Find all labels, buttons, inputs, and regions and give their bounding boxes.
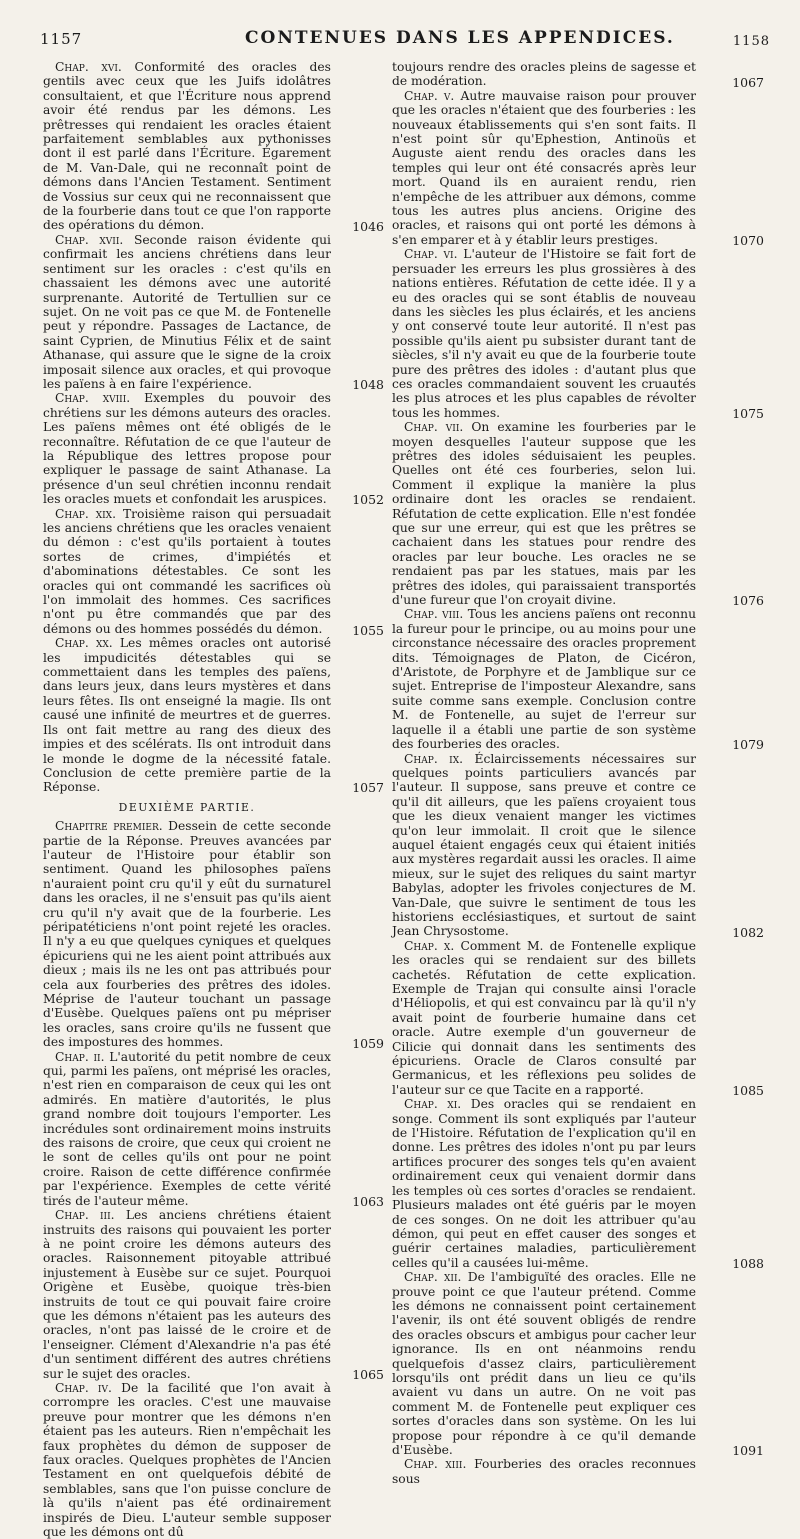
chapter-heading: Chap. xvi. [55,60,122,74]
toc-entry [392,607,696,751]
left-column [43,60,331,1539]
toc-entry [43,233,331,391]
right-page-number: 1158 [732,34,770,49]
toc-entry [43,391,331,506]
toc-entry [43,1050,331,1208]
toc-entry [392,939,696,1097]
left-page-number: 1157 [40,30,83,48]
chapter-summary: Troisième raison qui persuadait les anciens chrétiens que les oracles venaient du démon : c'est qu'ils portaient à toutes sortes de crimes, d'impiétés et d'abominations détestables. Ce sont les oracles qui ont commandé les sacrifices où l'on immolait des hommes. Ces sacrifices n'ont pu être commandés que par des démons ou des hommes possédés du démon. [43,506,331,636]
chapter-heading: Chap. vi. [404,247,458,262]
chapter-heading: Chap. xi. [404,1097,462,1112]
chapter-heading: Chap. xx. [55,636,113,651]
running-header [40,28,770,54]
chapter-heading: Chap. ix. [404,751,464,766]
page-reference: 1091 [732,1442,764,1458]
chapter-heading: Chap. xii. [404,1270,462,1285]
toc-entry [392,420,696,607]
chapter-heading: Chap. iii. [55,1208,115,1223]
toc-entry [43,507,331,637]
right-column [392,60,696,1486]
chapter-summary: Les anciens chrétiens étaient instruits des raisons qui pouvaient les porter à ne point croire les démons auteurs des oracles. Raisonnement pitoyable attribué injustement à Eusèbe sur ce sujet. Pourquoi Origène et Eusèbe, quoique très-bien instruits de tout ce qui pouvait faire croire que les démons n'étaient pas les auteurs des oracles, n'ont pas laissé de le croire et de l'enseigner. Clément d'Alexandrie n'a pas été d'un sentiment différent des autres chrétiens sur le sujet des oracles. [43,1208,331,1381]
chapter-summary: Dessein de cette seconde partie de la Réponse. Preuves avancées par l'auteur de l'Histoire pour établir son sentiment. Quand les philosophes païens n'auraient point cru qu'il y eût du surnaturel dans les oracles, il ne s'ensuit pas qu'ils aient cru qu'il n'y avait que de la fourberie. Les péripatéticiens n'ont point rejeté les oracles. Il n'y a eu que quelques cyniques et quelques épicuriens qui ne les aient point attribués aux dieux ; mais ils ne les ont pas attribués pour cela aux fourberies des prêtres des idoles. Méprise de l'auteur touchant un passage d'Eusèbe. Quelques païens ont pu mépriser les oracles, sans croire qu'ils ne fussent que des impostures des hommes. [43,819,331,1050]
page-reference: 1055 [352,622,384,638]
chapter-heading: Chap. xix. [55,506,116,521]
chapter-summary: Tous les anciens païens ont reconnu la fureur pour le principe, ou au moins pour une circonstance nécessaire des oracles proprement dits. Témoignages de Platon, de Cicéron, d'Aristote, de Porphyre et de Jamblique sur ce sujet. Entreprise de l'imposteur Alexandre, sans suite comme sans exemple. Conclusion contre M. de Fontenelle, au sujet de l'erreur sur laquelle il a établi une partie de son système des fourberies des oracles. [392,607,696,752]
chapter-summary: Des oracles qui se rendaient en songe. Comment ils sont expliqués par l'auteur de l'Histoire. Réfutation de l'explication qu'il en donne. Les prêtres des idoles n'ont pu par leurs artifices procurer des songes tels qu'en avaient ordinairement ceux qui venaient dormir dans les temples où ces sortes d'oracles se rendaient. Plusieurs malades ont été guéris par le moyen de ces songes. On ne doit les attribuer qu'au démon, qui peut en effet causer des songes et guérir certaines maladies, particulièrement celles qu'il a causées lui-même. [392,1097,696,1270]
toc-entry [392,1097,696,1270]
page-reference: 1088 [732,1255,764,1271]
chapter-heading: Chap. xvii. [55,232,124,247]
chapter-summary: Conformité des oracles des gentils avec ceux que les Juifs idolâtres consultaient, et que l'Écriture nous apprend avoir été rendus par les démons. Les prêtresses qui rendaient les oracles étaient parfaitement semblables aux pythonisses dont il est parlé dans l'Écriture. Égarement de M. Van-Dale, qui ne reconnaît point de démons dans l'Ancien Testament. Sentiment de Vossius sur ceux qui ne reconnaissent que de la fourberie dans tout ce que l'on rapporte des opérations du démon. [43,60,331,233]
toc-entry [392,1270,696,1457]
toc-entry [392,60,696,89]
chapter-summary: Comment M. de Fontenelle explique les oracles qui se rendaient sur des billets cachetés. Réfutation de cette explication. Exemple de Trajan qui consulte ainsi l'oracle d'Héliopolis, et qui est convaincu par là qu'il n'y avait point de fourberie humaine dans cet oracle. Autre exemple d'un gouverneur de Cilicie qui donnait dans les sentiments des épicuriens. Oracle de Claros consulté par Germanicus, et les réflexions peu solides de l'auteur sur ce que Tacite en a rapporté. [392,938,696,1097]
chapter-summary: L'autorité du petit nombre de ceux qui, parmi les païens, ont méprisé les oracles, n'est rien en comparaison de ceux qui les ont admirés. En matière d'autorités, le plus grand nombre doit toujours l'emporter. Les incrédules sont ordinairement moins instruits des raisons de croire, que ceux qui croient ne le sont de celles qu'ils ont pour ne point croire. Raison de cette différence confirmée par l'expérience. Exemples de cette vérité tirés de l'auteur même. [43,1049,331,1208]
chapter-heading: Chap. iv. [55,1380,112,1395]
page-reference: 1063 [352,1193,384,1209]
chapter-heading: Chap. x. [404,938,455,953]
page-reference: 1065 [352,1366,384,1382]
chapter-summary: On examine les fourberies par le moyen desquelles l'auteur suppose que les prêtres des idoles séduisaient les peuples. Quelles ont été ces fourberies, selon lui. Comment il explique la manière la plus ordinaire dont les oracles se rendaient. Réfutation de cette explication. Elle n'est fondée que sur une erreur, qui est que les prêtres se cachaient dans les statues pour rendre des oracles par leur bouche. Les oracles ne se rendaient pas par les statues, mais par les prêtres des idoles, qui paraissaient transportés d'une fureur que l'on croyait divine. [392,420,696,608]
chapter-summary: Autre mauvaise raison pour prouver que les oracles n'étaient que des fourberies : les nouveaux établissements qui s'en sont faits. Il n'est point sûr qu'Ephestion, Antinoüs et Auguste aient rendu des oracles dans les temples qui leur ont été consacrés après leur mort. Quand ils en auraient rendu, rien n'empêche de les attribuer aux démons, comme tous les autres plus anciens. Origine des oracles, et raisons qui ont porté les démons à s'en emparer et à y établir leurs prestiges. [392,88,696,247]
page-reference: 1052 [352,491,384,507]
chapter-heading: Chapitre premier. [55,819,163,834]
chapter-summary: Fourberies des oracles reconnues sous [392,1457,696,1486]
chapter-summary: L'auteur de l'Histoire se fait fort de persuader les erreurs les plus grossières à des nations entières. Réfutation de cette idée. Il y a eu des oracles qui se sont établis de nouveau dans les siècles les plus éclairés, et les anciens y ont conservé toute leur autorité. Il n'est pas possible qu'ils aient pu subsister durant tant de siècles, s'il n'y avait eu que de la fourberie toute pure des prêtres des idoles : d'autant plus que ces oracles commandaient souvent les cruautés les plus atroces et les plus capables de révolter tous les hommes. [392,247,696,420]
chapter-heading: Chap. xviii. [55,391,131,406]
page-reference: 1075 [732,405,764,421]
chapter-heading: Chap. xiii. [404,1457,467,1472]
page-reference: 1067 [732,74,764,90]
chapter-summary: Éclaircissements nécessaires sur quelques points particuliers avancés par l'auteur. Il suppose, sans preuve et contre ce qu'il dit ailleurs, que les païens croyaient tous que les dieux venaient manger les victimes qu'on leur immolait. Il croit que le silence auquel étaient engagés ceux qui étaient initiés aux mystères regardait aussi les oracles. Il aime mieux, sur le sujet des reliques du saint martyr Babylas, adopter les frivoles conjectures de M. Van-Dale, que suivre le sentiment de tous les historiens ecclésiastiques, et surtout de saint Jean Chrysostome. [392,751,696,939]
toc-entry [43,636,331,794]
page-reference: 1046 [352,218,384,234]
chapter-summary: Exemples du pouvoir des chrétiens sur les démons auteurs des oracles. Les païens mêmes ont été obligés de le reconnaître. Réfutation de ce que l'auteur de la République des lettres propose pour expliquer le passage de saint Athanase. La présence d'un seul chrétien inconnu rendait les oracles muets et confondait les aruspices. [43,391,331,507]
chapter-summary: De la facilité que l'on avait à corrompre les oracles. C'est une mauvaise preuve pour montrer que les démons n'en étaient pas les auteurs. Rien n'empêchait les faux prophètes du démon de supposer de faux oracles. Quelques prophètes de l'Ancien Testament en ont quelquefois débité de semblables, sans que l'on puisse conclure de là qu'ils n'aient pas été ordinairement inspirés de Dieu. L'auteur semble supposer que les démons ont dû [43,1380,331,1539]
page-reference: 1085 [732,1082,764,1098]
page-reference: 1048 [352,376,384,392]
page-reference: 1076 [732,592,764,608]
chapter-heading: Chap. vii. [404,420,464,435]
page-reference: 1082 [732,924,764,940]
toc-entry [43,819,331,1050]
toc-entry [392,1457,696,1486]
chapter-summary: toujours rendre des oracles pleins de sagesse et de modération. [392,60,696,89]
section-title: DEUXIÈME PARTIE. [118,800,256,814]
chapter-heading: Chap. viii. [404,607,464,622]
page-reference: 1059 [352,1035,384,1051]
page-reference: 1079 [732,736,764,752]
page-reference: 1070 [732,232,764,248]
toc-entry [43,1208,331,1381]
chapter-summary: Seconde raison évidente qui confirmait les anciens chrétiens dans leur sentiment sur les oracles : c'est qu'ils en chassaient les démons avec une autorité surprenante. Autorité de Tertullien sur ce sujet. On ne voit pas ce que M. de Fontenelle peut y répondre. Passages de Lactance, de saint Cyprien, de Minutius Félix et de saint Athanase, qui assure que le signe de la croix imposait silence aux oracles, et qui provoque les païens à en faire l'expérience. [43,232,331,391]
toc-entry [392,247,696,420]
toc-entry [43,1381,331,1539]
toc-entry [43,60,331,233]
chapter-summary: De l'ambiguïté des oracles. Elle ne prouve point ce que l'auteur prétend. Comme les démons ne connaissent point certainement l'avenir, ils ont été souvent obligés de rendre des oracles obscurs et ambigus pour cacher leur ignorance. Ils en ont néanmoins rendu quelquefois d'assez clairs, particulièrement lorsqu'ils ont prédit dans un lieu ce qu'ils avaient vu dans un autre. On ne voit pas comment M. de Fontenelle peut expliquer ces sortes d'oracles dans son système. On les lui propose pour répondre à ce qu'il demande d'Eusèbe. [392,1270,696,1457]
toc-entry [392,89,696,247]
page-reference: 1057 [352,779,384,795]
toc-entry [392,752,696,939]
chapter-summary: Les mêmes oracles ont autorisé les impudicités détestables qui se commettaient dans les temples des païens, dans leurs jeux, dans leurs mystères et dans leurs fêtes. Ils ont enseigné la magie. Ils ont causé une infinité de meurtres et de guerres. Ils ont fait mettre au rang des dieux des impies et des scélérats. Ils ont introduit dans le monde le dogme de la nécessité fatale. Conclusion de cette première partie de la Réponse. [43,636,331,795]
chapter-heading: Chap. ii. [55,1049,105,1064]
running-title: CONTENUES DANS LES APPENDICES. [245,28,675,48]
chapter-heading: Chap. v. [404,88,455,103]
